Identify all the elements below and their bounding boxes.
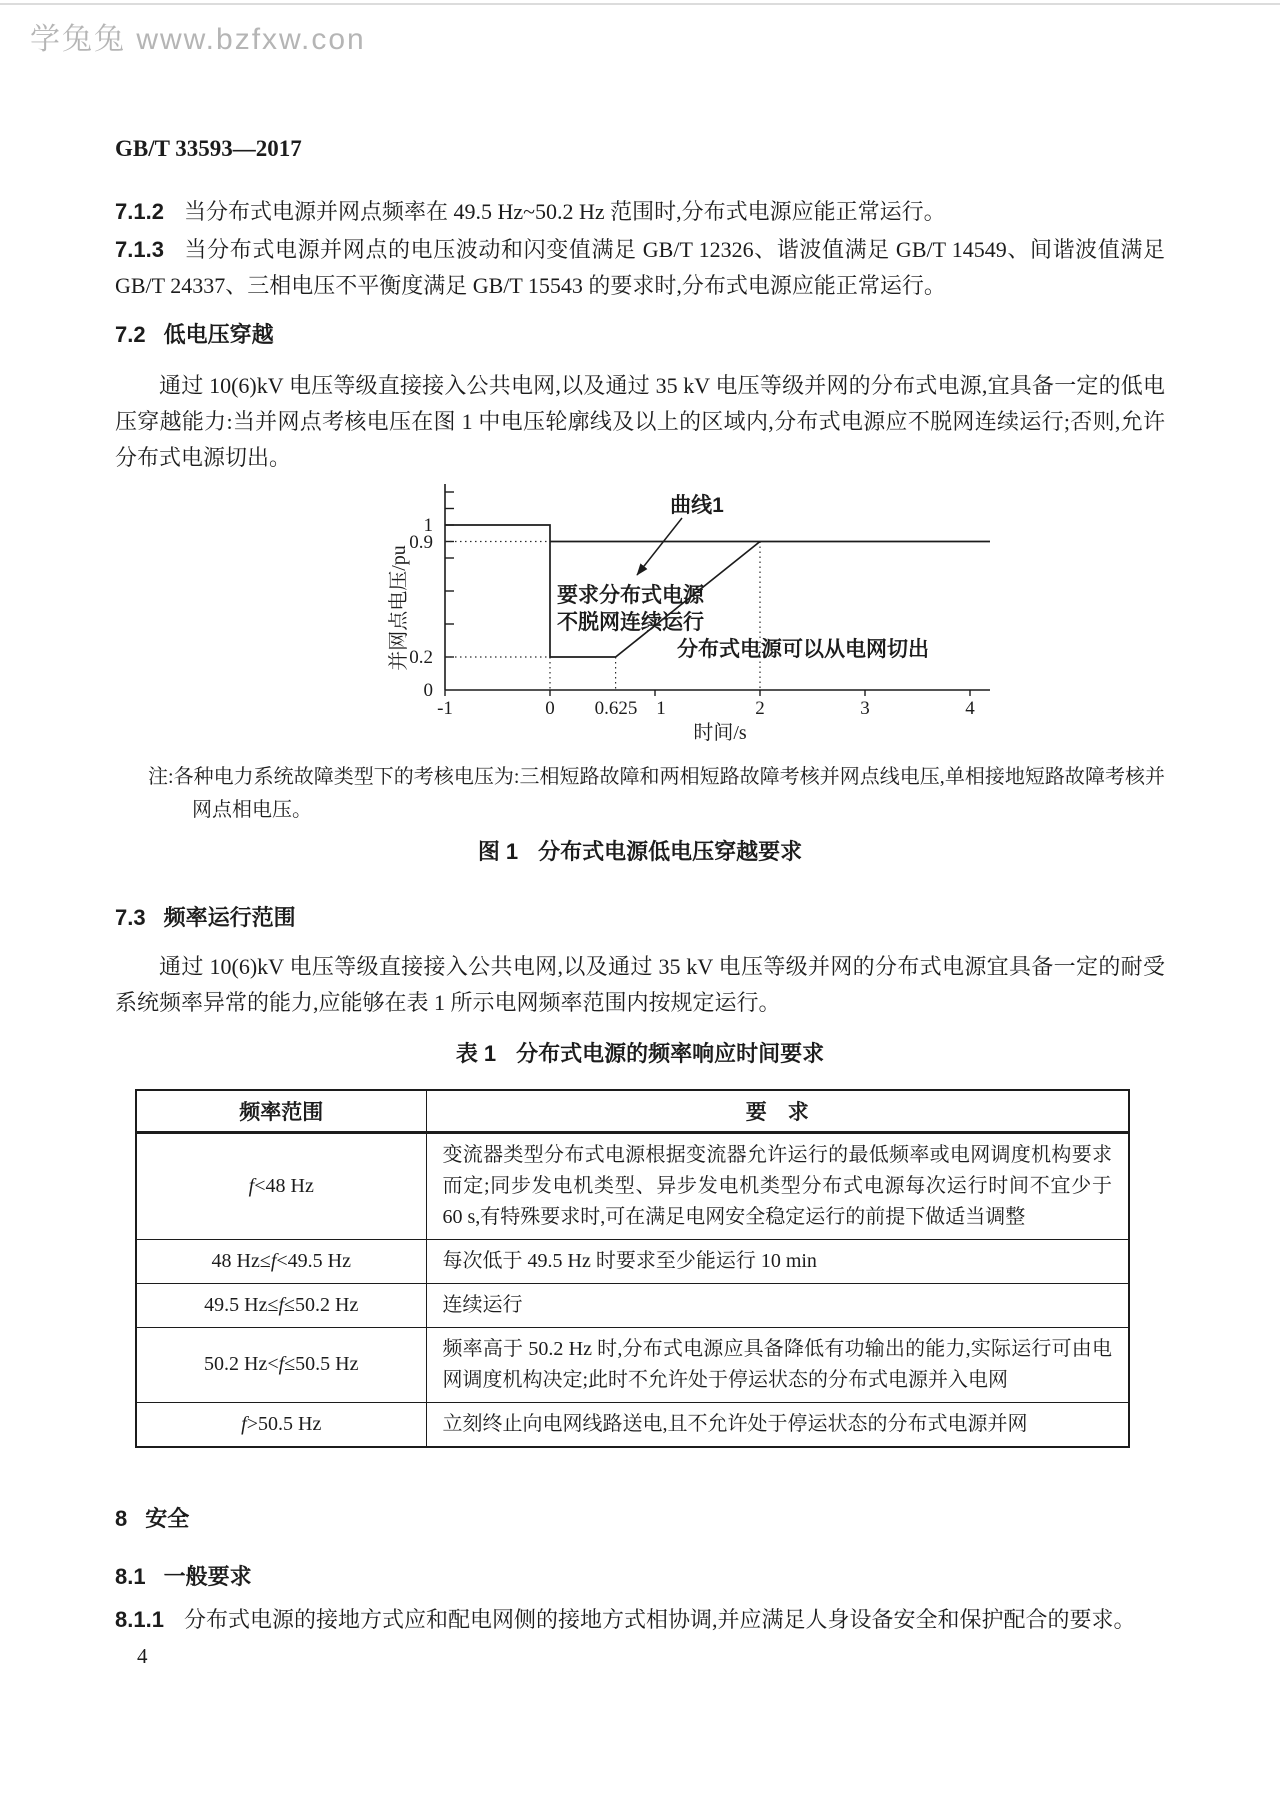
clause-7-1-2	[115, 194, 1165, 230]
y-tick-label-0.9: 0.9	[409, 532, 433, 553]
frequency-range-cell	[136, 1239, 426, 1283]
figure-caption	[115, 835, 1165, 865]
clause-number: 8.1.1	[115, 1606, 164, 1632]
doc-number: GB/T 33593—2017	[115, 136, 302, 161]
x-tick-label--1: -1	[437, 698, 453, 719]
frequency-range-cell	[136, 1327, 426, 1402]
range-f: f	[278, 1353, 285, 1375]
frequency-range-cell	[136, 1283, 426, 1327]
section-heading-8-1	[115, 1560, 1165, 1590]
x-tick-label-3: 3	[860, 698, 870, 719]
lvrt-chart	[385, 460, 1075, 745]
requirement-cell: 频率高于 50.2 Hz 时,分布式电源应具备降低有功输出的能力,实际运行可由电网调度机构决定;此时不允许处于停运状态的分布式电源并入电网	[426, 1327, 1129, 1402]
x-tick-label-1: 1	[656, 698, 666, 719]
range-post: <48 Hz	[254, 1174, 314, 1197]
y-ticks	[445, 492, 454, 657]
table-caption	[115, 1037, 1165, 1067]
table-caption-label: 表 1	[455, 1041, 497, 1066]
y-tick-label-0: 0	[423, 680, 433, 701]
note-text: 各种电力系统故障类型下的考核电压为:三相短路故障和两相短路故障考核并网点线电压,单相接地短路故障考核并网点相电压。	[173, 766, 1165, 821]
x-tick-label-0: 0	[545, 698, 555, 719]
x-tick-label-4: 4	[965, 698, 975, 719]
column-header-requirement: 要 求	[426, 1090, 1129, 1132]
table-row	[136, 1239, 1129, 1283]
range-post: >50.5 Hz	[246, 1412, 322, 1435]
section-number: 8	[115, 1505, 128, 1531]
x-tick-label-2: 2	[755, 698, 765, 719]
range-post: ≤50.2 Hz	[284, 1293, 359, 1316]
curve-label: 曲线1	[670, 494, 724, 517]
range-f: f	[248, 1174, 255, 1197]
figure-caption-label: 图 1	[477, 839, 519, 864]
figure-note	[148, 761, 1165, 827]
range-post: <49.5 Hz	[276, 1249, 351, 1272]
curve-label-arrow	[637, 518, 682, 575]
section-title: 一般要求	[163, 1563, 252, 1589]
requirement-cell: 连续运行	[426, 1283, 1129, 1327]
table-caption-text: 分布式电源的频率响应时间要求	[516, 1041, 825, 1066]
requirement-cell: 立刻终止向电网线路送电,且不允许处于停运状态的分布式电源并网	[426, 1402, 1129, 1447]
range-post: ≤50.5 Hz	[284, 1353, 359, 1375]
region-may-disconnect: 分布式电源可以从电网切出	[677, 638, 929, 661]
table-header-row	[136, 1090, 1129, 1132]
clause-8-1-1	[115, 1602, 1165, 1638]
range-f: f	[278, 1293, 285, 1316]
region-stay-connected-line1: 要求分布式电源	[557, 584, 704, 607]
scan-artifact-line	[0, 3, 1280, 5]
section-title: 低电压穿越	[163, 322, 274, 347]
paragraph-7-2: 通过 10(6)kV 电压等级直接接入公共电网,以及通过 35 kV 电压等级并网的分布式电源,宜具备一定的低电压穿越能力:当并网点考核电压在图 1 中电压轮廓线及以上的区域内,分布式电源应不脱网连续运行;否则,允许分布式电源切出。	[115, 373, 1165, 470]
clause-7-1-3	[115, 232, 1165, 304]
x-axis-label: 时间/s	[693, 722, 747, 744]
section-title: 安全	[145, 1505, 190, 1531]
section-heading-8	[115, 1502, 1165, 1532]
table-row	[136, 1327, 1129, 1402]
table-row	[136, 1132, 1129, 1239]
requirement-cell: 变流器类型分布式电源根据变流器允许运行的最低频率或电网调度机构要求而定;同步发电机类型、异步发电机类型分布式电源每次运行时间不宜少于 60 s,有特殊要求时,可在满足电网安全稳定运行的前提下做适当调整	[426, 1132, 1129, 1239]
range-f: f	[270, 1249, 277, 1272]
section-title: 频率运行范围	[163, 905, 296, 930]
column-header-frequency-range: 频率范围	[136, 1090, 426, 1132]
page-number: 4	[137, 1643, 148, 1668]
x-ticks	[445, 690, 970, 696]
y-tick-label-1: 1	[423, 515, 433, 536]
section-number: 7.2	[115, 322, 146, 347]
range-f: f	[241, 1412, 247, 1435]
paragraph-7-3: 通过 10(6)kV 电压等级直接接入公共电网,以及通过 35 kV 电压等级并网的分布式电源宜具备一定的耐受系统频率异常的能力,应能够在表 1 所示电网频率范围内按规定运行。	[115, 954, 1165, 1015]
section-heading-7-2	[115, 318, 1165, 348]
note-label: 注:	[148, 766, 174, 788]
range-pre: 50.2 Hz<	[204, 1353, 279, 1375]
table-row	[136, 1402, 1129, 1447]
range-pre: 49.5 Hz≤	[204, 1293, 279, 1316]
requirement-cell: 每次低于 49.5 Hz 时要求至少能运行 10 min	[426, 1239, 1129, 1283]
y-tick-label-0.2: 0.2	[409, 647, 433, 668]
section-heading-7-3	[115, 901, 1165, 931]
y-axis-label: 并网点电压/pu	[388, 545, 410, 671]
clause-number: 7.1.3	[115, 237, 164, 262]
clause-text: 分布式电源的接地方式应和配电网侧的接地方式相协调,并应满足人身设备安全和保护配合的要求。	[183, 1606, 1136, 1632]
figure-caption-text: 分布式电源低电压穿越要求	[538, 839, 803, 864]
range-pre: 48 Hz≤	[211, 1249, 271, 1272]
region-stay-connected-line2: 不脱网连续运行	[557, 611, 704, 634]
section-number: 7.3	[115, 905, 146, 930]
clause-text: 当分布式电源并网点频率在 49.5 Hz~50.2 Hz 范围时,分布式电源应能正常运行。	[183, 199, 946, 224]
frequency-response-table	[135, 1089, 1130, 1448]
section-number: 8.1	[115, 1563, 146, 1589]
clause-text: 当分布式电源并网点的电压波动和闪变值满足 GB/T 12326、谐波值满足 GB/T 14549、间谐波值满足 GB/T 24337、三相电压不平衡度满足 GB/T 15543 的要求时,分布式电源应能正常运行。	[115, 237, 1165, 298]
watermark: 学兔兔 www.bzfxw.con	[30, 23, 366, 56]
table-row	[136, 1283, 1129, 1327]
frequency-range-cell	[136, 1132, 426, 1239]
x-tick-label-0.625: 0.625	[594, 698, 638, 719]
clause-number: 7.1.2	[115, 199, 164, 224]
frequency-range-cell	[136, 1402, 426, 1447]
